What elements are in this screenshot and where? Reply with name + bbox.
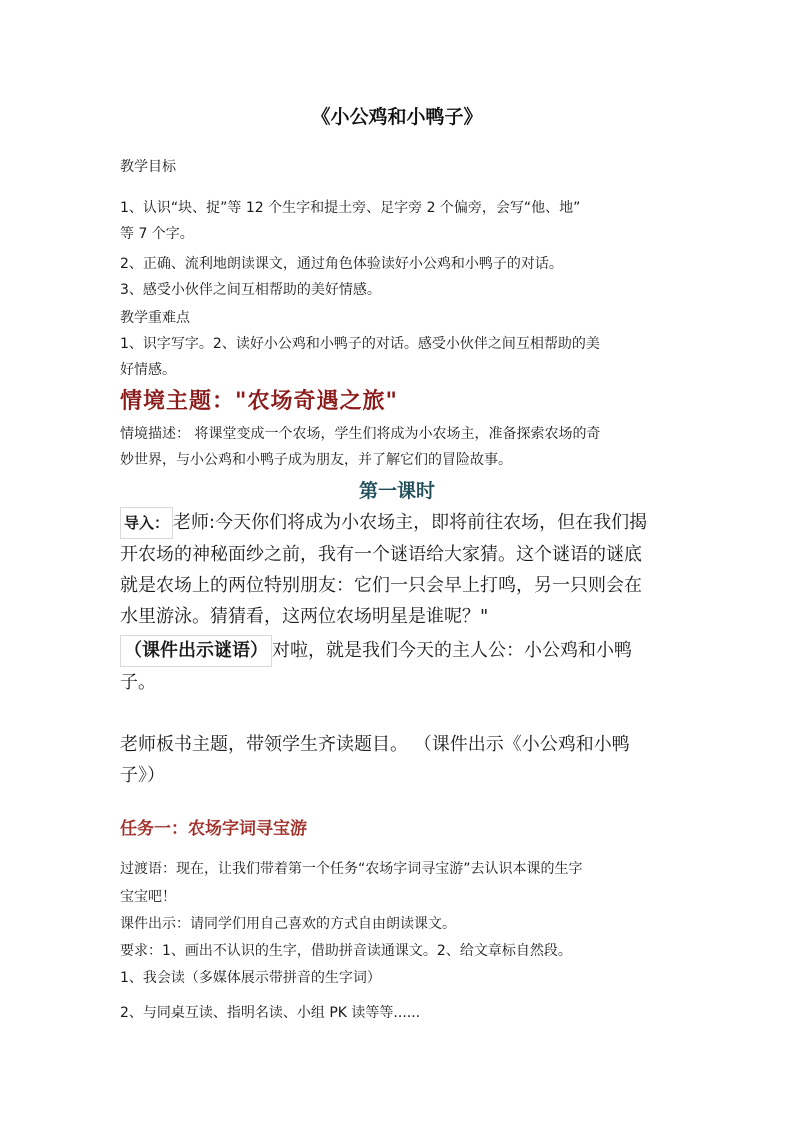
lesson-heading: 第一课时: [358, 480, 435, 502]
intro-line-3: 就是农场上的两位特别朋友：它们一只会早上打鸣，另一只则会在: [120, 575, 642, 596]
step-2: 2、与同桌互读、指明名读、小组 PK 读等等......: [120, 1005, 421, 1021]
board-line-1: 老师板书主题，带领学生齐读题目。 （课件出示《小公鸡和小鸭: [120, 734, 630, 755]
riddle-text: 对啦，就是我们今天的主人公：小公鸡和小鸭: [272, 640, 632, 661]
objective-2: 2、正确、流利地朗读课文，通过角色体验读好小公鸡和小鸭子的对话。: [120, 256, 563, 272]
theme-heading: 情境主题："农场奇遇之旅": [120, 388, 398, 414]
intro-line-1: [120, 507, 647, 539]
requirement-line: 要求：1、画出不认识的生字，借助拼音读通课文。2、给文章标自然段。: [120, 943, 572, 959]
intro-text: 老师:今天你们将成为小农场主，即将前往农场，但在我们揭: [173, 512, 648, 533]
intro-line-2: 开农场的神秘面纱之前，我有一个谜语给大家猜。这个谜语的谜底: [120, 544, 642, 565]
board-line-2: 子》）: [120, 765, 165, 786]
document-title: 《小公鸡和小鸭子》: [311, 106, 483, 128]
task-1-heading: 任务一：农场字词寻宝游: [120, 819, 307, 839]
objective-3: 3、感受小伙伴之间互相帮助的美好情感。: [120, 282, 381, 298]
objective-1-line-1: 1、认识“块、捉”等 12 个生字和提土旁、足字旁 2 个偏旁，会写“他、地”: [120, 200, 581, 216]
riddle-label: （课件出示谜语）: [120, 635, 272, 667]
difficulty-heading: 教学重难点: [120, 310, 190, 326]
objective-1-line-2: 等 7 个字。: [120, 226, 194, 242]
intro-line-4: 水里游泳。猜猜看，这两位农场明星是谁呢？": [120, 606, 489, 627]
difficulty-line-2: 好情感。: [120, 362, 176, 378]
transition-line-1: 过渡语：现在，让我们带着第一个任务“农场字词寻宝游”去认识本课的生字: [120, 861, 583, 877]
intro-label: 导入：: [120, 507, 173, 539]
difficulty-line-1: 1、识字写字。2、读好小公鸡和小鸭子的对话。感受小伙伴之间互相帮助的美: [120, 336, 600, 352]
transition-line-2: 宝宝吧！: [120, 889, 176, 905]
courseware-line: 课件出示：请同学们用自己喜欢的方式自由朗读课文。: [120, 916, 456, 932]
scenario-line-1: 情境描述： 将课堂变成一个农场，学生们将成为小农场主，准备探索农场的奇: [120, 426, 601, 442]
riddle-line-2: 子。: [120, 672, 156, 693]
objectives-heading: 教学目标: [120, 159, 176, 175]
step-1: 1、我会读（多媒体展示带拼音的生字词）: [120, 970, 381, 986]
scenario-line-2: 妙世界，与小公鸡和小鸭子成为朋友，并了解它们的冒险故事。: [120, 452, 512, 468]
riddle-line-1: [120, 635, 632, 667]
